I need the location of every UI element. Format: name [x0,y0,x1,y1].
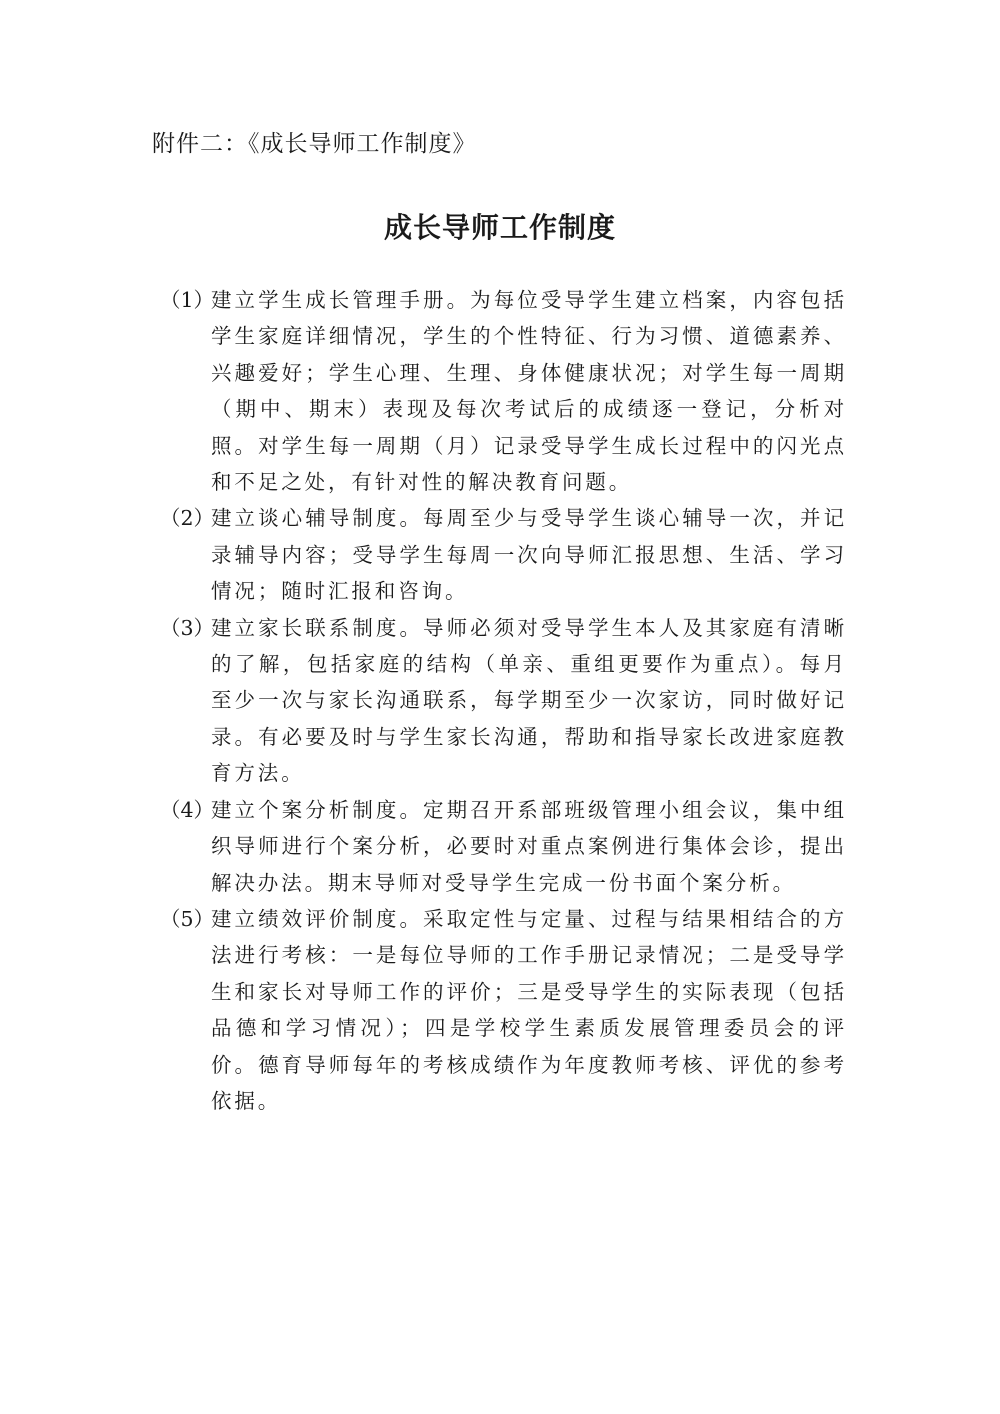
regulation-item-4 [160,792,860,901]
regulation-item-2 [160,500,860,609]
item-number: （2） [160,506,215,531]
regulation-list [160,282,860,1119]
item-text: 建立家长联系制度。导师必须对受导学生本人及其家庭有清晰的了解，包括家庭的结构（单亲、重组更要作为重点）。每月至少一次与家长沟通联系，每学期至少一次家访，同时做好记录。有必要及时与学生家长沟通，帮助和指导家长改进家庭教育方法。 [211,615,847,786]
item-text: 建立学生成长管理手册。为每位受导学生建立档案，内容包括学生家庭详细情况，学生的个性特征、行为习惯、道德素养、兴趣爱好；学生心理、生理、身体健康状况；对学生每一周期（期中、期末）表现及每次考试后的成绩逐一登记，分析对照。对学生每一周期（月）记录受导学生成长过程中的闪光点和不足之处，有针对性的解决教育问题。 [211,288,847,495]
regulation-item-3 [160,610,860,792]
item-text: 建立谈心辅导制度。每周至少与受导学生谈心辅导一次，并记录辅导内容；受导学生每周一次向导师汇报思想、生活、学习情况；随时汇报和咨询。 [211,506,847,604]
item-number: （3） [160,615,215,640]
item-number: （1） [160,288,215,312]
item-text: 建立个案分析制度。定期召开系部班级管理小组会议，集中组织导师进行个案分析，必要时对重点案例进行集体会诊，提出解决办法。期末导师对受导学生完成一份书面个案分析。 [211,797,847,895]
item-number: （4） [160,797,215,822]
attachment-heading: 附件二：《成长导师工作制度》 [152,131,477,157]
item-text: 建立绩效评价制度。采取定性与定量、过程与结果相结合的方法进行考核：一是每位导师的工作手册记录情况；二是受导学生和家长对导师工作的评价；三是受导学生的实际表现（包括品德和学习情况）；四是学校学生素质发展管理委员会的评价。德育导师每年的考核成绩作为年度教师考核、评优的参考依据。 [211,906,847,1113]
regulation-item-1 [160,282,860,500]
item-number: （5） [160,906,215,931]
regulation-item-5 [160,901,860,1119]
document-title: 成长导师工作制度 [383,211,616,244]
